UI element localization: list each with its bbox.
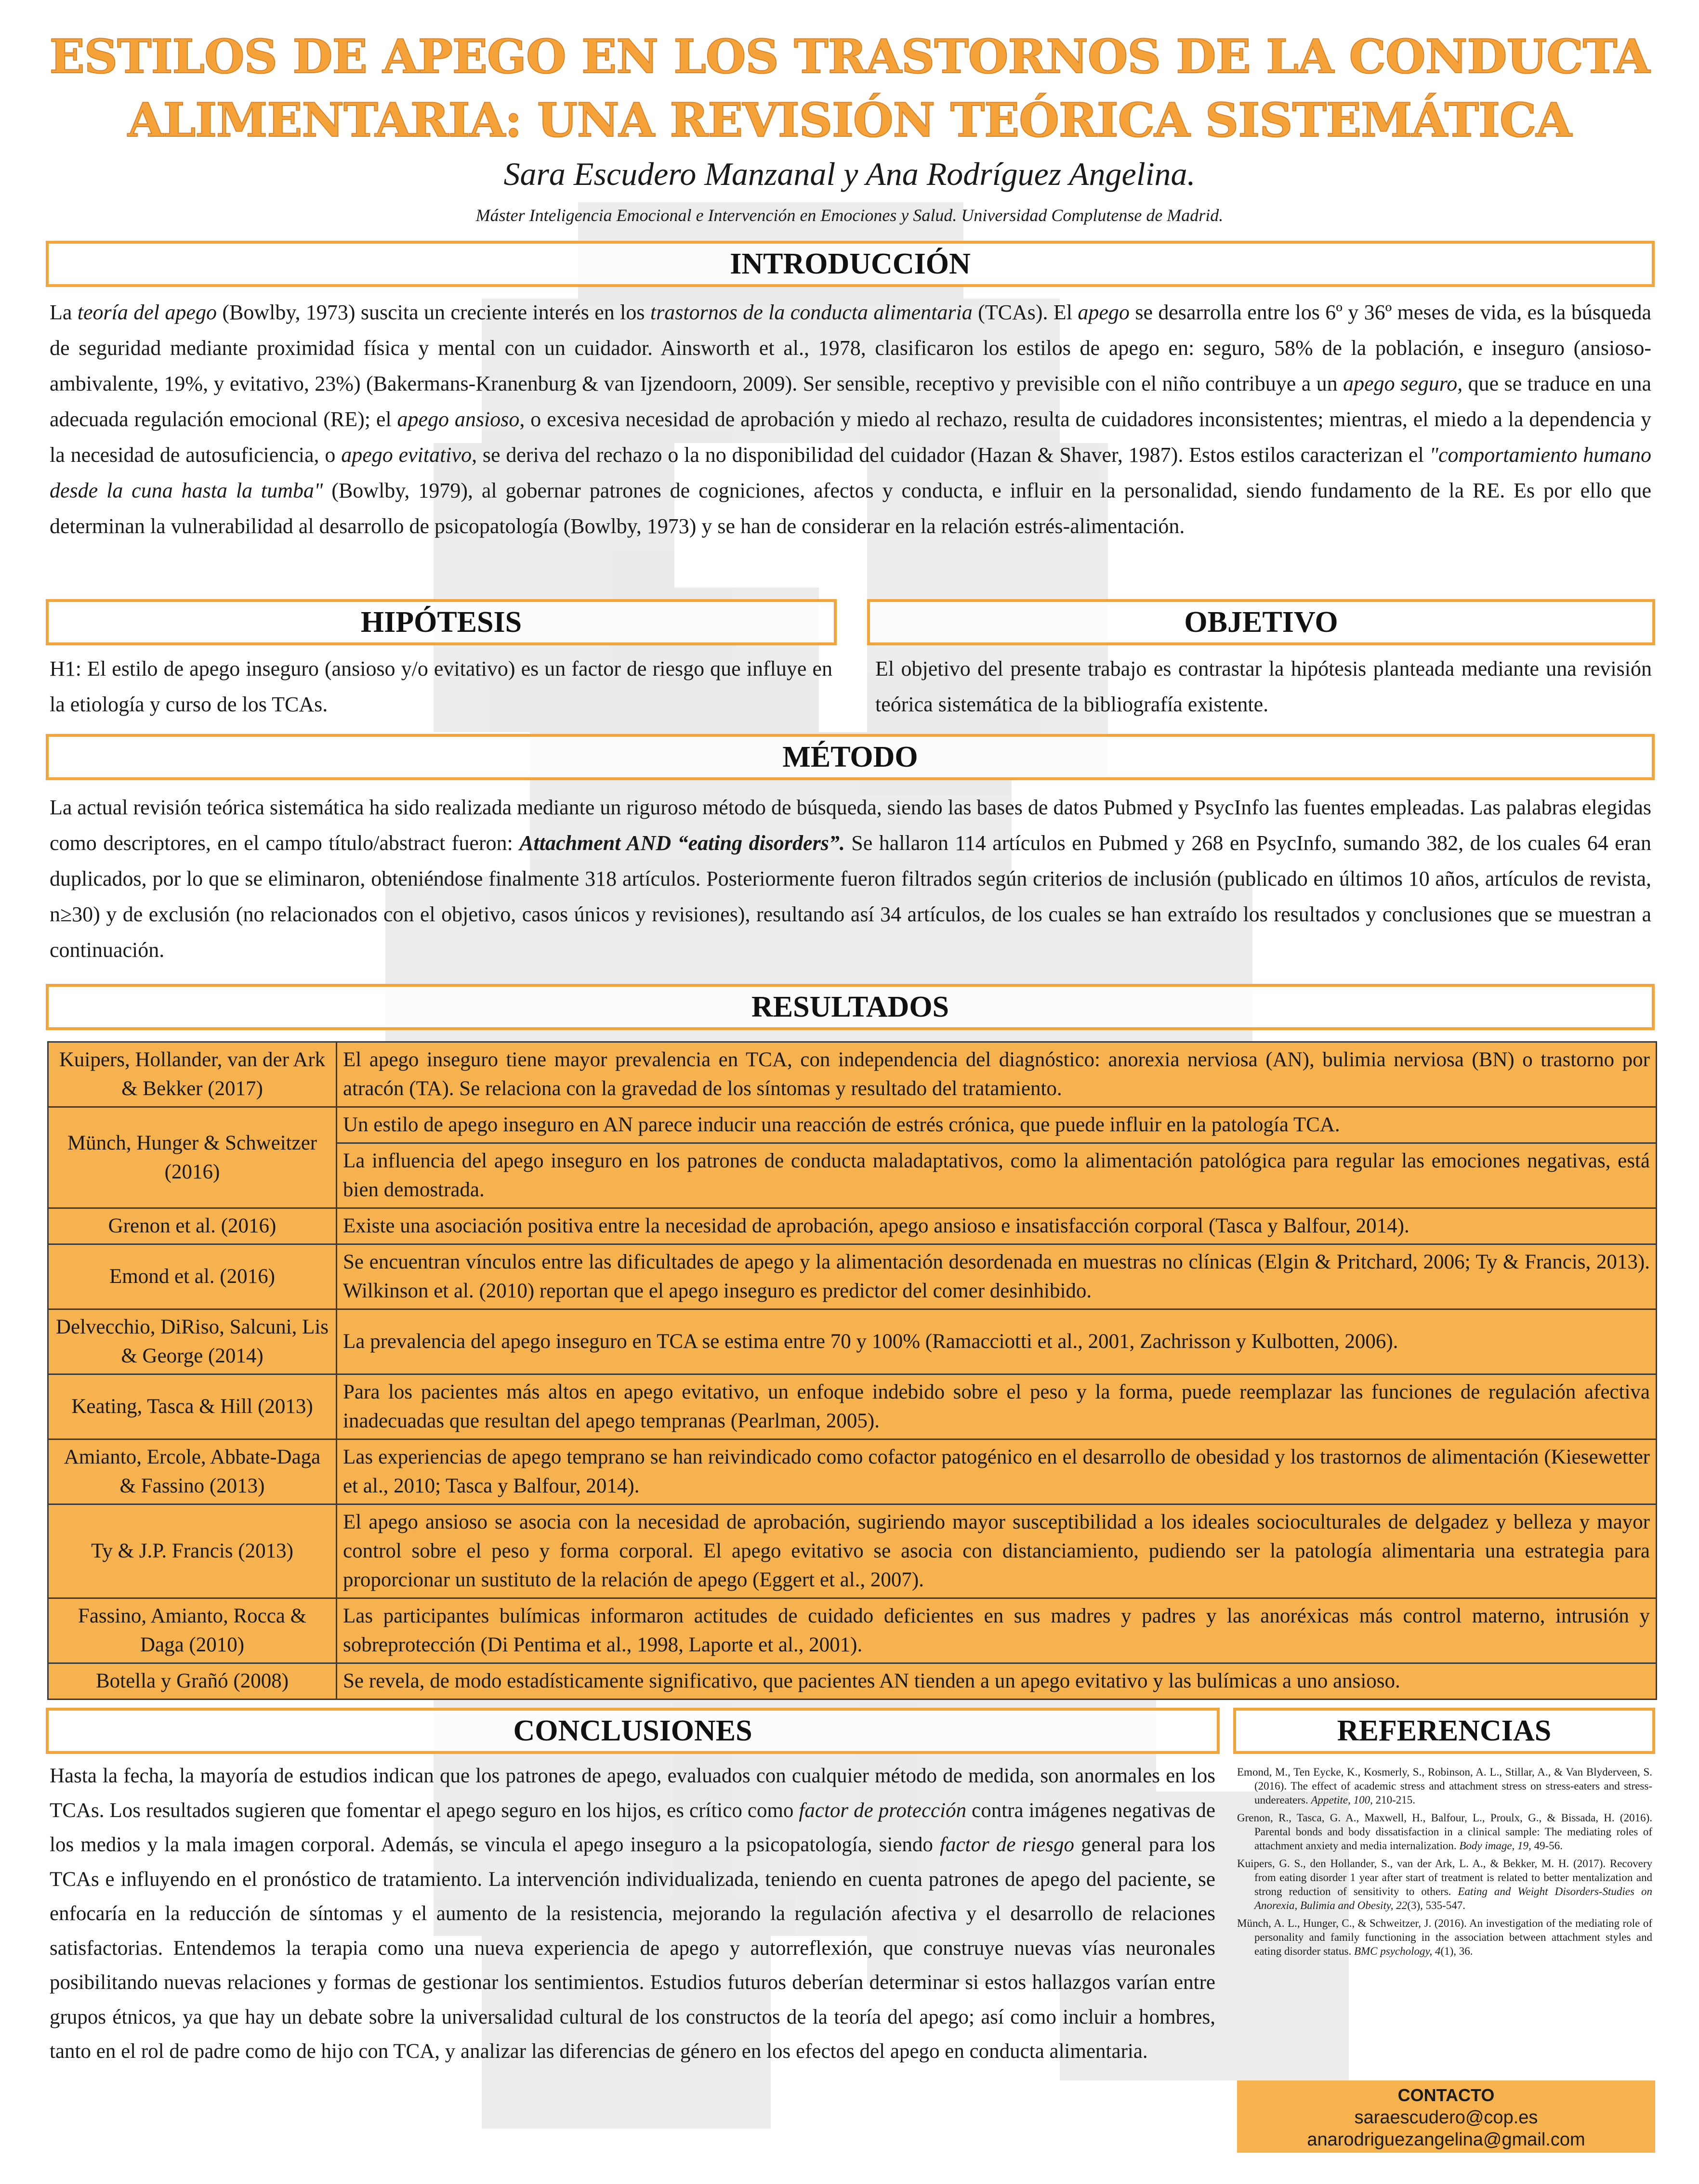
intro-run: que se traduce en una adecuada regulación emocional (RE); el [50,372,1652,431]
table-row [48,1663,1657,1700]
section-heading-metodo [46,734,1655,780]
referencias-heading: REFERENCIAS [1337,1714,1552,1747]
table-cell-finding: El apego inseguro tiene mayor prevalencia en TCA, con independencia del diagnóstico: anorexia nerviosa (AN), bulimia nerviosa (BN) o trastorno por atracón (TA). Se relaciona con la gravedad de los síntomas y resultado del tratamiento. [337,1042,1657,1107]
reference-item [1237,1811,1652,1853]
affiliation: Máster Inteligencia Emocional e Intervención en Emociones y Salud. Universidad Complutense de Madrid. [475,206,1224,225]
table-cell-author: Kuipers, Hollander, van der Ark & Bekker (2017) [48,1042,337,1107]
intro-italic: apego evitativo [341,443,472,467]
intro-italic: apego seguro, [1343,372,1463,395]
intro-run: , o excesiva necesidad de aprobación y miedo al rechazo, resulta de cuidadores inconsistentes; mientras, el miedo a la dependencia y la necesidad de autosuficiencia, o [50,407,1651,467]
table-row [48,1042,1657,1107]
contact-box [1237,2080,1655,2153]
table-row [48,1107,1657,1143]
results-table [47,1041,1657,1700]
ref-journal: BMC psychology, 4 [1354,1945,1441,1957]
table-cell-author: Münch, Hunger & Schweitzer (2016) [48,1107,337,1208]
table-cell-finding: Las experiencias de apego temprano se han reivindicado como cofactor patogénico en el desarrollo de obesidad y los trastornos de alimentación (Kiesewetter et al., 2010; Tasca y Balfour, 2014). [337,1439,1657,1504]
reference-item [1237,1857,1652,1912]
concl-italic: factor de riesgo [940,1833,1075,1856]
section-heading-introduccion [46,241,1655,287]
section-heading-hipotesis [46,599,837,645]
metodo-run: Se hallaron 114 artículos en Pubmed y 268 en PsycInfo, sumando 382, de los cuales 64 eran duplicados, por lo que se eliminaron, obteniéndose finalmente 318 artículos. Posteriormente fueron filtrados según criterios de inclusión (publicado en últimos 10 años, artículos de revista, n≥30) y de exclusión (no relacionados con el objetivo, casos únicos y revisiones), resultando así 34 artículos, de los cuales se han extraído los resultados y conclusiones que se muestran a continuación. [50,831,1651,962]
ref-journal: Appetite, 100, [1311,1794,1373,1806]
intro-italic: apego [1078,301,1130,324]
conclusiones-text [50,1759,1215,2069]
section-heading-referencias [1233,1708,1655,1754]
intro-run: se desarrolla entre los 6º y 36º meses de vida, es la búsqueda de seguridad mediante proximidad física y mental con un cuidador. Ainsworth et al., 1978, clasificaron los estilos de apego en: seguro, 58% de la población, e inseguro (ansioso-ambivalente, 19%, y evitativo, 23%) (Bakermans-Kranenburg & van Ijzendoorn, 2009). Ser sensible, receptivo y previsible con el niño contribuye a un [50,301,1652,395]
introduccion-text [50,295,1651,544]
concl-italic: factor de protección [799,1799,967,1822]
table-cell-author: Fassino, Amianto, Rocca & Daga (2010) [48,1598,337,1663]
concl-run: general para los TCAs e influyendo en el pronóstico de tratamiento. La intervención individualizada, teniendo en cuenta patrones de apego del paciente, se enfocaría en la reducción de síntomas y el aumento de la resistencia, mejorando la regulación afectiva y el desarrollo de relaciones satisfactorias. Entendemos la terapia como una nueva experiencia de apego y autorreflexión, que construye nuevas vías neuronales posibilitando nuevas relaciones y formas de gestionar los sentimientos. Estudios futuros deberían determinar si estos hallazgos varían entre grupos étnicos, ya que hay un debate sobre la universalidad cultural de los constructos de la teoría del apego; así como incluir a hombres, tanto en el rol de padre como de hijo con TCA, y analizar las diferencias de género en los efectos del apego en conducta alimentaria. [50,1833,1215,2063]
resultados-heading: RESULTADOS [751,990,949,1023]
section-heading-conclusiones [46,1708,1220,1754]
table-cell-author: Keating, Tasca & Hill (2013) [48,1374,337,1439]
table-row [48,1374,1657,1439]
table-cell-finding: Existe una asociación positiva entre la necesidad de aprobación, apego ansioso e insatisfacción corporal (Tasca y Balfour, 2014). [337,1208,1657,1244]
intro-run: La [50,301,78,324]
intro-run: (TCAs). El [972,301,1078,324]
ref-text: Emond, M., Ten Eycke, K., Kosmerly, S., Robinson, A. L., Stillar, A., & Van Blyderveen, S. (2016). The effect of academic stress and attachment stress on stress-eaters and stress-undereaters. [1237,1766,1652,1806]
contact-email-ana[interactable]: anarodriguezangelina@gmail.com [1307,2130,1585,2150]
table-cell-finding: La prevalencia del apego inseguro en TCA se estima entre 70 y 100% (Ramacciotti et al., 2001, Zachrisson y Kulbotten, 2006). [337,1309,1657,1374]
table-cell-author: Grenon et al. (2016) [48,1208,337,1244]
ref-journal: Eating and Weight Disorders-Studies on Anorexia, Bulimia and Obesity, 22 [1254,1885,1652,1911]
objetivo-heading: OBJETIVO [1184,605,1338,639]
table-cell-finding: Se encuentran vínculos entre las dificultades de apego y la alimentación desordenada en muestras no clínicas (Elgin & Pritchard, 2006; Ty & Francis, 2013). Wilkinson et al. (2010) reportan que el apego inseguro es predictor del comer desinhibido. [337,1244,1657,1309]
table-cell-author: Delvecchio, DiRiso, Salcuni, Lis & George (2014) [48,1309,337,1374]
metodo-text [50,790,1651,968]
concl-run: contra imágenes negativas de los medios y la mala imagen corporal. Además, se vincula el apego inseguro a la psicopatología, siendo [50,1799,1215,1856]
metodo-keywords: Attachment AND “eating disorders”. [519,831,845,855]
hipotesis-heading: HIPÓTESIS [360,605,522,639]
table-cell-finding: Un estilo de apego inseguro en AN parece inducir una reacción de estrés crónica, que puede influir en la patología TCA. [337,1107,1657,1143]
intro-run: , se deriva del rechazo o la no disponibilidad del cuidador (Hazan & Shaver, 1987). Estos estilos caracterizan el [472,443,1430,467]
intro-italic: teoría del apego [77,301,217,324]
table-cell-author: Botella y Grañó (2008) [48,1663,337,1700]
table-cell-author: Emond et al. (2016) [48,1244,337,1309]
concl-run: Hasta la fecha, la mayoría de estudios indican que los patrones de apego, evaluados con cualquier método de medida, son anormales en los TCAs. Los resultados sugieren que fomentar el apego seguro en los hijos, es crítico como [50,1765,1215,1822]
table-cell-finding: Para los pacientes más altos en apego evitativo, un enfoque indebido sobre el peso y la forma, puede reemplazar las funciones de regulación afectiva inadecuadas que resultan del apego tempranas (Pearlman, 2005). [337,1374,1657,1439]
metodo-heading: MÉTODO [782,740,918,773]
intro-italic: "comportamiento humano desde la cuna hasta la tumba" [50,443,1651,502]
intro-italic: trastornos de la conducta alimentaria [650,301,973,324]
table-cell-author: Ty & J.P. Francis (2013) [48,1504,337,1598]
intro-italic: apego ansioso [397,407,520,431]
ref-tail: (3), 535-547. [1407,1899,1466,1911]
table-row [48,1504,1657,1598]
ref-journal: Body image, 19, [1459,1840,1531,1852]
table-row [48,1244,1657,1309]
poster-title-line2: ALIMENTARIA: UNA REVISIÓN TEÓRICA SISTEMÁTICA [128,93,1571,147]
conclusiones-heading: CONCLUSIONES [513,1714,752,1747]
objetivo-text: El objetivo del presente trabajo es contrastar la hipótesis planteada mediante una revisión teórica sistemática de la bibliografía existente. [875,657,1652,716]
table-cell-finding: Se revela, de modo estadísticamente significativo, que pacientes AN tienden a un apego evitativo y las bulímicas a uno ansioso. [337,1663,1657,1700]
ref-tail: 210-215. [1372,1794,1416,1806]
metodo-run: La actual revisión teórica sistemática ha sido realizada mediante un riguroso método de búsqueda, siendo las bases de datos Pubmed y PsycInfo las fuentes empleadas. Las palabras elegidas como descriptores, en el campo título/abstract fueron: [50,796,1651,855]
contact-email-sara[interactable]: saraescudero@cop.es [1354,2107,1538,2128]
table-cell-finding: Las participantes bulímicas informaron actitudes de cuidado deficientes en sus madres y padres y las anoréxicas más control materno, intrusión y sobreprotección (Di Pentima et al., 1998, Laporte et al., 2001). [337,1598,1657,1663]
poster-title-line1: ESTILOS DE APEGO EN LOS TRASTORNOS DE LA CONDUCTA [49,29,1650,84]
intro-run: (Bowlby, 1973) suscita un creciente interés en los [216,301,650,324]
table-row [48,1309,1657,1374]
ref-text: Kuipers, G. S., den Hollander, S., van der Ark, L. A., & Bekker, M. H. (2017). Recovery from eating disorder 1 year after start of treatment is related to better mentalization and strong reduction of sensitivity to others. [1237,1857,1652,1897]
table-row [48,1598,1657,1663]
reference-item [1237,1916,1652,1958]
ref-text: Grenon, R., Tasca, G. A., Maxwell, H., Balfour, L., Proulx, G., & Bissada, H. (2016). Parental bonds and body dissatisfaction in a clinical sample: The mediating roles of attachment anxiety and media internalization. [1237,1812,1652,1852]
section-heading-resultados [46,984,1655,1030]
ref-tail: 49-56. [1531,1840,1563,1852]
table-cell-author: Amianto, Ercole, Abbate-Daga & Fassino (2013) [48,1439,337,1504]
contact-heading: CONTACTO [1397,2085,1495,2105]
intro-run: (Bowlby, 1979), al gobernar patrones de cogniciones, afectos y conducta, e influir en la personalidad, siendo fundamento de la RE. Es por ello que determinan la vulnerabilidad al desarrollo de psicopatología (Bowlby, 1973) y se han de considerar en la relación estrés-alimentación. [50,479,1651,538]
introduccion-heading: INTRODUCCIÓN [730,247,971,280]
references-list [1237,1765,1652,1962]
reference-item [1237,1765,1652,1807]
table-row [48,1439,1657,1504]
ref-tail: (1), 36. [1440,1945,1473,1957]
hipotesis-text: H1: El estilo de apego inseguro (ansioso y/o evitativo) es un factor de riesgo que influye en la etiología y curso de los TCAs. [50,657,832,716]
table-cell-finding: La influencia del apego inseguro en los patrones de conducta maladaptativos, como la alimentación patológica para regular las emociones negativas, está bien demostrada. [337,1143,1657,1208]
table-row [48,1208,1657,1244]
authors: Sara Escudero Manzanal y Ana Rodríguez Angelina. [503,156,1196,192]
section-heading-objetivo [867,599,1655,645]
ref-text: Münch, A. L., Hunger, C., & Schweitzer, J. (2016). An investigation of the mediating role of personality and family functioning in the association between attachment styles and eating disorder status. [1237,1917,1652,1957]
table-cell-finding: El apego ansioso se asocia con la necesidad de aprobación, sugiriendo mayor susceptibilidad a los ideales socioculturales de delgadez y belleza y mayor control sobre el peso y forma corporal. El apego evitativo se asocia con distanciamiento, pudiendo ser la patología alimentaria una estrategia para proporcionar un sustituto de la relación de apego (Eggert et al., 2007). [337,1504,1657,1598]
